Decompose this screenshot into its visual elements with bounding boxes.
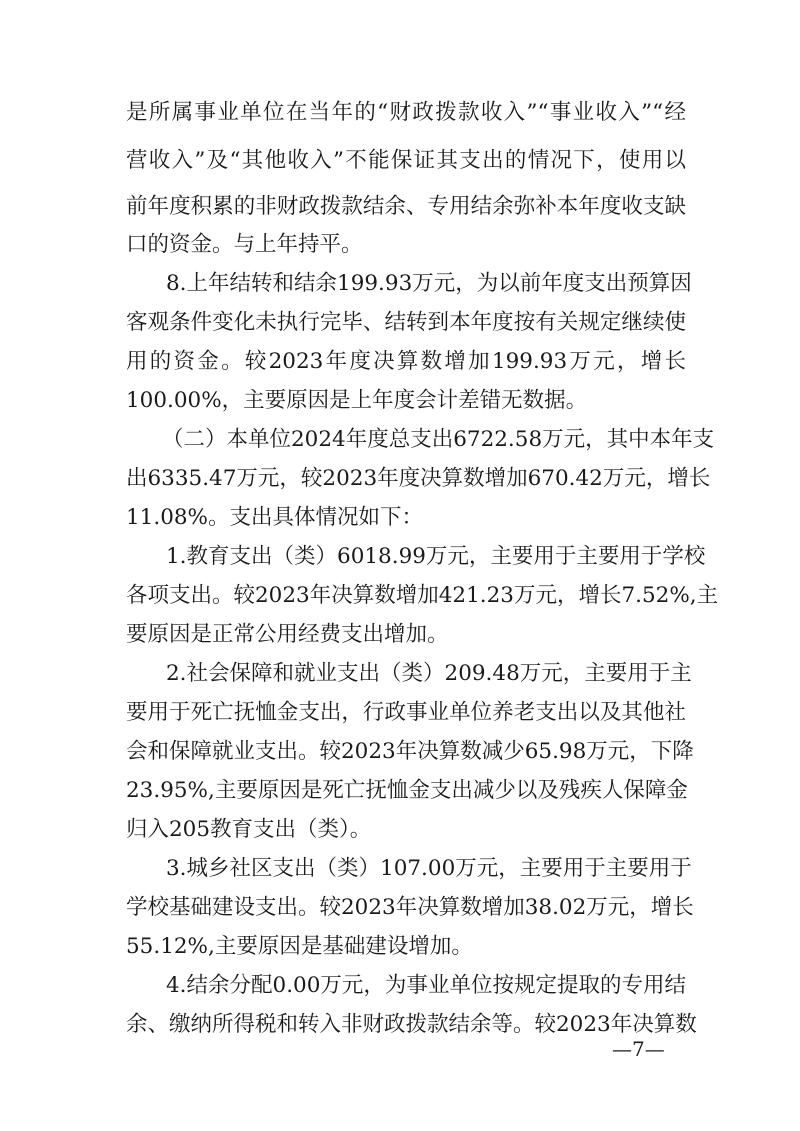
text-line: 前年度积累的非财政拨款结余、专用结余弥补本年度收支缺 — [126, 194, 686, 219]
text-line: 出6335.47万元，较2023年度决算数增加670.42万元，增长 — [126, 466, 711, 491]
text-line: 要用于死亡抚恤金支出，行政事业单位养老支出以及其他社 — [126, 700, 686, 725]
section-2-first-line: （二）本单位2024年度总支出6722.58万元，其中本年支 — [162, 427, 715, 452]
text-line: 学校基础建设支出。较2023年决算数增加38.02万元，增长 — [126, 895, 694, 920]
text-line: 归入205教育支出（类）。 — [126, 817, 372, 842]
text-line: 55.12%,主要原因是基础建设增加。 — [126, 934, 473, 959]
item-4-first-line: 4.结余分配0.00万元，为事业单位按规定提取的专用结 — [166, 973, 686, 998]
text-line: 营收入”及“其他收入”不能保证其支出的情况下，使用以 — [126, 148, 686, 173]
page-number: —7— — [612, 1037, 665, 1061]
item-2-first-line: 2.社会保障和就业支出（类）209.48万元，主要用于主 — [166, 661, 692, 686]
text-line: 23.95%,主要原因是死亡抚恤金支出减少以及残疾人保障金 — [126, 778, 688, 803]
text-line: 余、缴纳所得税和转入非财政拨款结余等。较2023年决算数 — [126, 1012, 697, 1037]
text-line: 客观条件变化未执行完毕、结转到本年度按有关规定继续使 — [126, 310, 686, 335]
text-line: 100.00%，主要原因是上年度会计差错无数据。 — [126, 388, 588, 413]
text-line: 要原因是正常公用经费支出增加。 — [126, 622, 449, 647]
text-line: 是所属事业单位在当年的“财政拨款收入”“事业收入”“经 — [126, 100, 686, 125]
text-line: 用的资金。较2023年度决算数增加199.93万元，增长 — [126, 349, 686, 374]
text-line: 会和保障就业支出。较2023年决算数减少65.98万元，下降 — [126, 739, 694, 764]
item-3-first-line: 3.城乡社区支出（类）107.00万元，主要用于主要用于 — [166, 856, 692, 881]
paragraph-8-first-line: 8.上年结转和结余199.93万元，为以前年度支出预算因 — [166, 271, 692, 296]
text-line: 各项支出。较2023年决算数增加421.23万元，增长7.52%,主 — [126, 583, 719, 608]
text-line: 11.08%。支出具体情况如下： — [126, 505, 423, 530]
text-line: 口的资金。与上年持平。 — [126, 232, 363, 257]
item-1-first-line: 1.教育支出（类）6018.99万元，主要用于主要用于学校 — [166, 544, 706, 569]
